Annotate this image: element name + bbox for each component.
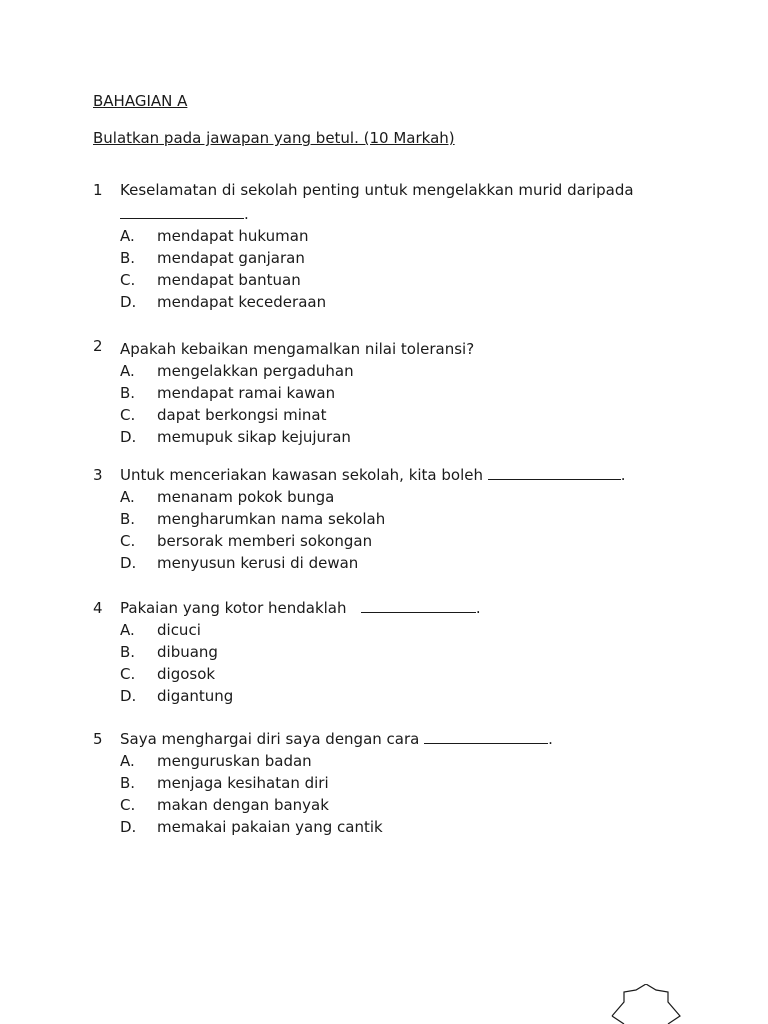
question-text: Saya menghargai diri saya dengan cara xyxy=(120,730,420,748)
option-letter: D. xyxy=(120,293,137,311)
option-text: mendapat ganjaran xyxy=(157,249,305,267)
question-number: 4 xyxy=(93,599,103,617)
option-letter: A. xyxy=(120,752,135,770)
option-text: mendapat ramai kawan xyxy=(157,384,336,402)
option-a[interactable] xyxy=(120,226,713,246)
answer-blank xyxy=(488,465,621,480)
question-text: Apakah kebaikan mengamalkan nilai toleransi? xyxy=(120,340,475,358)
option-letter: A. xyxy=(120,488,135,506)
question-3 xyxy=(93,465,713,573)
answer-blank xyxy=(120,204,244,219)
answer-blank xyxy=(361,598,476,613)
answer-blank xyxy=(424,729,548,744)
option-letter: A. xyxy=(120,362,135,380)
option-letter: B. xyxy=(120,510,136,528)
question-number: 5 xyxy=(93,730,103,748)
option-letter: D. xyxy=(120,554,137,572)
option-a[interactable] xyxy=(120,751,713,771)
option-d[interactable] xyxy=(120,686,713,706)
option-letter: D. xyxy=(120,687,137,705)
question-text-line xyxy=(120,729,713,749)
option-a[interactable] xyxy=(120,361,713,381)
option-text: digosok xyxy=(157,665,216,683)
option-text: mengelakkan pergaduhan xyxy=(157,362,354,380)
question-text: Keselamatan di sekolah penting untuk mengelakkan murid daripada xyxy=(120,181,634,199)
option-letter: B. xyxy=(120,249,136,267)
option-letter: C. xyxy=(120,271,136,289)
option-text: bersorak memberi sokongan xyxy=(157,532,373,550)
option-b[interactable] xyxy=(120,248,713,268)
option-text: mengharumkan nama sekolah xyxy=(157,510,386,528)
option-d[interactable] xyxy=(120,817,713,837)
option-letter: C. xyxy=(120,406,136,424)
question-5 xyxy=(93,729,713,837)
option-text: menjaga kesihatan diri xyxy=(157,774,329,792)
option-text: mendapat bantuan xyxy=(157,271,301,289)
option-a[interactable] xyxy=(120,620,713,640)
answer-blank-line xyxy=(120,204,713,224)
option-c[interactable] xyxy=(120,795,713,815)
instruction-text: Bulatkan pada jawapan yang betul. (10 Markah) xyxy=(93,129,455,147)
option-text: menyusun kerusi di dewan xyxy=(157,554,359,572)
option-text: mendapat kecederaan xyxy=(157,293,327,311)
star-decoration-icon xyxy=(606,984,686,1024)
option-letter: C. xyxy=(120,665,136,683)
option-text: digantung xyxy=(157,687,234,705)
question-text-line xyxy=(120,598,713,618)
option-d[interactable] xyxy=(120,427,713,447)
question-2 xyxy=(93,336,713,447)
option-text: makan dengan banyak xyxy=(157,796,329,814)
question-number: 3 xyxy=(93,466,103,484)
option-b[interactable] xyxy=(120,509,713,529)
option-b[interactable] xyxy=(120,773,713,793)
option-d[interactable] xyxy=(120,553,713,573)
option-text: dicuci xyxy=(157,621,201,639)
option-text: mendapat hukuman xyxy=(157,227,309,245)
option-c[interactable] xyxy=(120,664,713,684)
question-1 xyxy=(93,180,713,312)
section-title: BAHAGIAN A xyxy=(93,92,188,110)
blank-period: . xyxy=(244,205,249,223)
option-letter: C. xyxy=(120,796,136,814)
option-a[interactable] xyxy=(120,487,713,507)
blank-period: . xyxy=(475,599,481,617)
option-letter: A. xyxy=(120,227,135,245)
question-text: Pakaian yang kotor hendaklah xyxy=(120,599,347,617)
option-text: memupuk sikap kejujuran xyxy=(157,428,351,446)
blank-period: . xyxy=(548,730,553,748)
blank-period: . xyxy=(620,466,626,484)
question-4 xyxy=(93,598,713,706)
option-letter: A. xyxy=(120,621,135,639)
option-b[interactable] xyxy=(120,383,713,403)
option-letter: C. xyxy=(120,532,136,550)
option-text: dapat berkongsi minat xyxy=(157,406,327,424)
option-text: dibuang xyxy=(157,643,218,661)
option-letter: D. xyxy=(120,818,137,836)
question-text-line xyxy=(120,465,713,485)
option-d[interactable] xyxy=(120,292,713,312)
question-number: 2 xyxy=(93,337,103,355)
option-letter: B. xyxy=(120,643,136,661)
option-c[interactable] xyxy=(120,405,713,425)
option-text: menanam pokok bunga xyxy=(157,488,335,506)
option-c[interactable] xyxy=(120,531,713,551)
question-text: Untuk menceriakan kawasan sekolah, kita boleh xyxy=(120,466,483,484)
option-text: memakai pakaian yang cantik xyxy=(157,818,383,836)
option-c[interactable] xyxy=(120,270,713,290)
option-letter: B. xyxy=(120,384,136,402)
option-letter: B. xyxy=(120,774,136,792)
option-text: menguruskan badan xyxy=(157,752,312,770)
question-number: 1 xyxy=(93,181,103,199)
option-b[interactable] xyxy=(120,642,713,662)
option-letter: D. xyxy=(120,428,137,446)
